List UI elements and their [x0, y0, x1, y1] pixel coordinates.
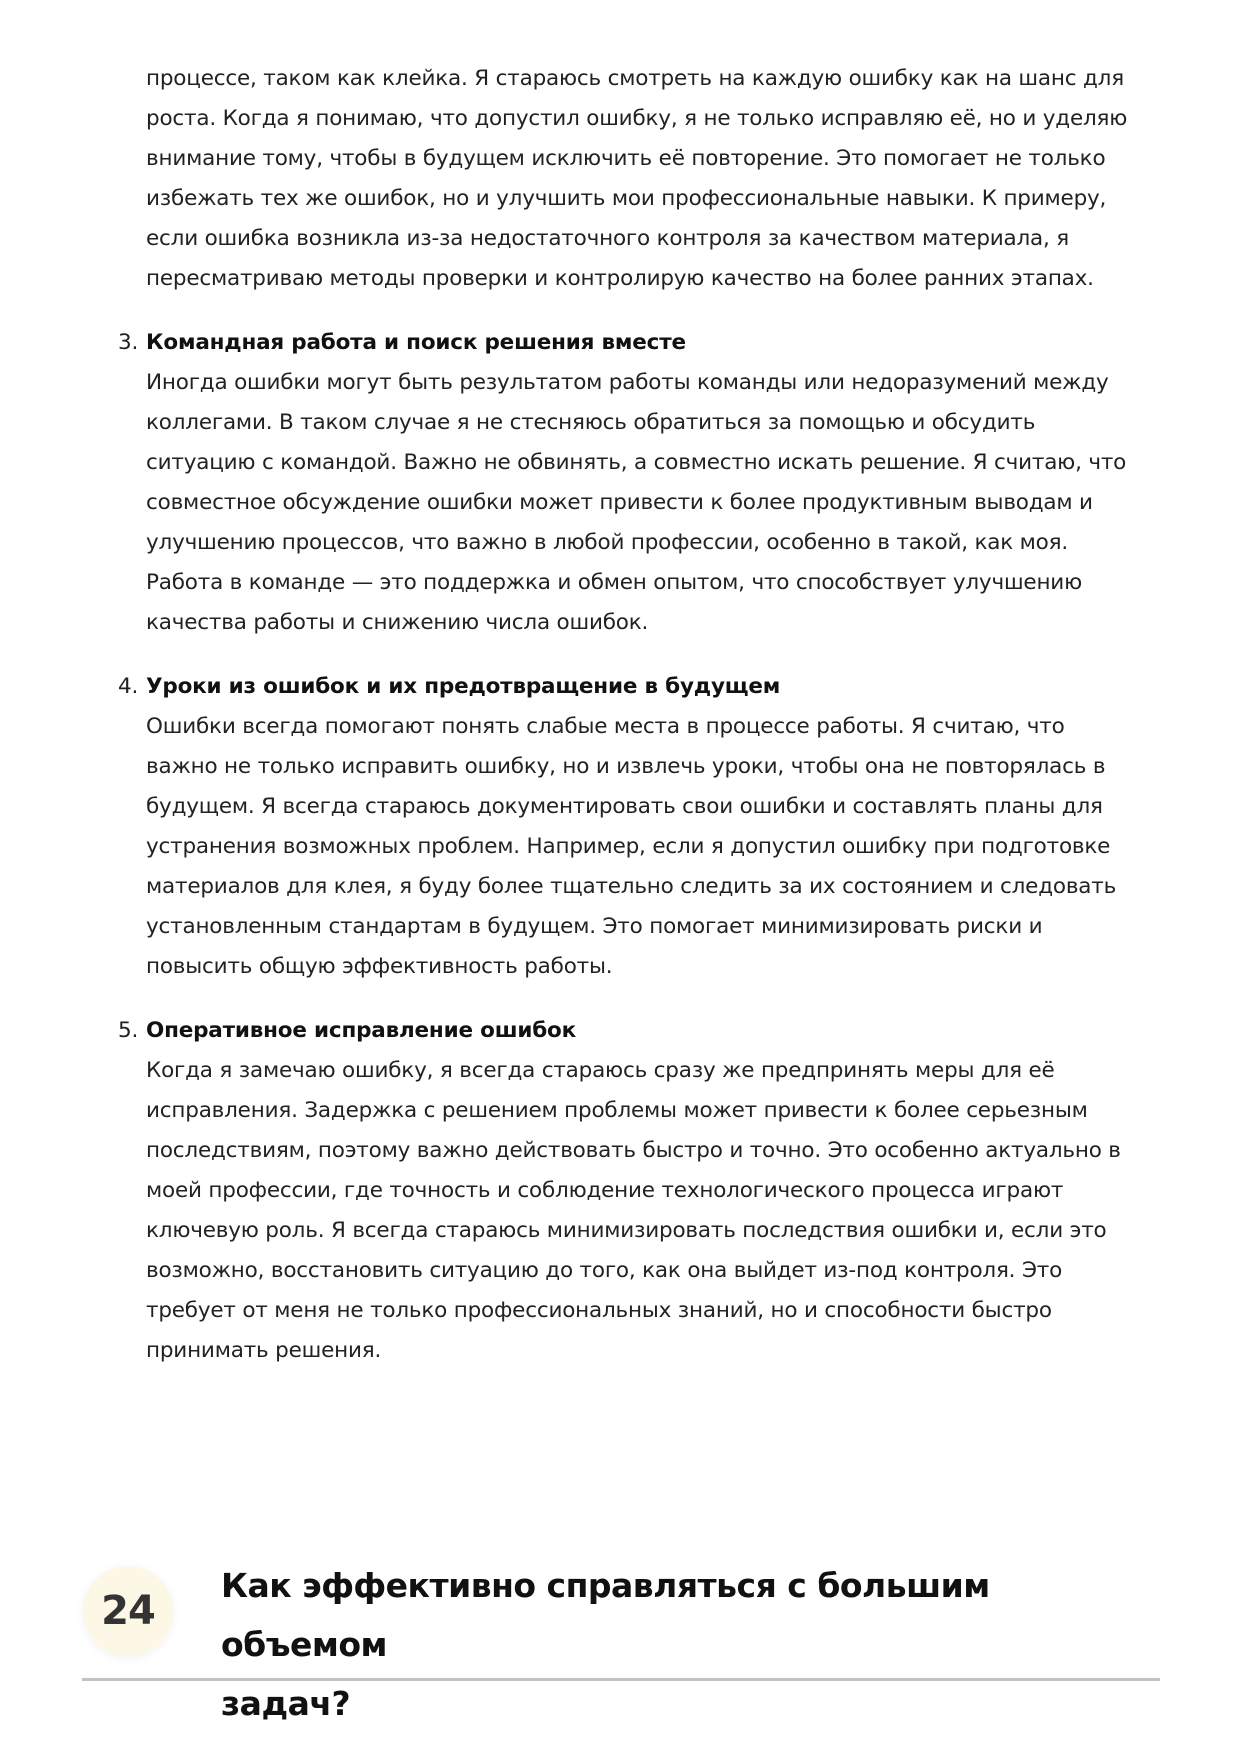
paragraph-line: повысить общую эффективность работы.: [146, 954, 613, 979]
section-title-line: задач?: [221, 1684, 351, 1723]
paragraph-line: моей профессии, где точность и соблюдение технологического процесса играют: [146, 1178, 1064, 1203]
paragraph-line: устранения возможных проблем. Например, если я допустил ошибку при подготовке: [146, 834, 1111, 859]
paragraph-line: будущем. Я всегда стараюсь документировать свои ошибки и составлять планы для: [146, 794, 1103, 819]
section-divider: [82, 1678, 1160, 1681]
paragraph-line: материалов для клея, я буду более тщательно следить за их состоянием и следовать: [146, 874, 1117, 899]
list-item-number: 5.: [118, 1018, 139, 1043]
paragraph-line: совместное обсуждение ошибки может привести к более продуктивным выводам и: [146, 490, 1093, 515]
paragraph-line: если ошибка возникла из-за недостаточного контроля за качеством материала, я: [146, 226, 1070, 251]
paragraph-line: ключевую роль. Я всегда стараюсь минимизировать последствия ошибки и, если это: [146, 1218, 1107, 1243]
list-item-heading: [118, 667, 1168, 707]
paragraph-line: исправления. Задержка с решением проблемы может привести к более серьезным: [146, 1098, 1088, 1123]
paragraph-line: Когда я замечаю ошибку, я всегда стараюсь сразу же предпринять меры для её: [146, 1058, 1055, 1083]
list-item-5: [118, 1011, 1168, 1371]
paragraph-line: Иногда ошибки могут быть результатом работы команды или недоразумений между: [146, 370, 1109, 395]
paragraph-line: возможно, восстановить ситуацию до того, как она выйдет из-под контроля. Это: [146, 1258, 1063, 1283]
paragraph-line: внимание тому, чтобы в будущем исключить её повторение. Это помогает не только: [146, 146, 1106, 171]
paragraph-line: ситуацию с командой. Важно не обвинять, а совместно искать решение. Я считаю, что: [146, 450, 1127, 475]
paragraph-line: Работа в команде — это поддержка и обмен опытом, что способствует улучшению: [146, 570, 1082, 595]
paragraph-line: требует от меня не только профессиональных знаний, но и способности быстро: [146, 1298, 1052, 1323]
section-title: [221, 1556, 1161, 1733]
paragraph-line: коллегами. В таком случае я не стесняюсь обратиться за помощью и обсудить: [146, 410, 1036, 435]
paragraph-line: процессе, таком как клейка. Я стараюсь смотреть на каждую ошибку как на шанс для: [146, 66, 1124, 91]
list-item-number: 4.: [118, 674, 139, 699]
continuation-paragraph: [146, 59, 1166, 299]
list-item-title: Командная работа и поиск решения вместе: [146, 330, 686, 355]
paragraph-line: установленным стандартам в будущем. Это помогает минимизировать риски и: [146, 914, 1043, 939]
list-item-heading: [118, 1011, 1168, 1051]
section-number-badge: 24: [83, 1566, 173, 1656]
list-item-title: Оперативное исправление ошибок: [146, 1018, 576, 1043]
paragraph-line: принимать решения.: [146, 1338, 382, 1363]
list-item-title: Уроки из ошибок и их предотвращение в будущем: [146, 674, 781, 699]
paragraph-line: важно не только исправить ошибку, но и извлечь уроки, чтобы она не повторялась в: [146, 754, 1106, 779]
paragraph-line: Ошибки всегда помогают понять слабые места в процессе работы. Я считаю, что: [146, 714, 1065, 739]
list-item-number: 3.: [118, 330, 139, 355]
list-item-body: [146, 707, 1168, 987]
list-item-heading: [118, 323, 1168, 363]
list-item-body: [146, 363, 1168, 643]
paragraph-line: пересматриваю методы проверки и контролирую качество на более ранних этапах.: [146, 266, 1094, 291]
list-item-4: [118, 667, 1168, 987]
list-item-3: [118, 323, 1168, 643]
paragraph-line: качества работы и снижению числа ошибок.: [146, 610, 649, 635]
list-item-body: [146, 1051, 1168, 1371]
paragraph-line: роста. Когда я понимаю, что допустил ошибку, я не только исправляю её, но и уделяю: [146, 106, 1128, 131]
paragraph-line: улучшению процессов, что важно в любой профессии, особенно в такой, как моя.: [146, 530, 1069, 555]
section-title-line: Как эффективно справляться с большим объемом: [221, 1566, 990, 1664]
paragraph-line: избежать тех же ошибок, но и улучшить мои профессиональные навыки. К примеру,: [146, 186, 1107, 211]
paragraph-line: последствиям, поэтому важно действовать быстро и точно. Это особенно актуально в: [146, 1138, 1121, 1163]
